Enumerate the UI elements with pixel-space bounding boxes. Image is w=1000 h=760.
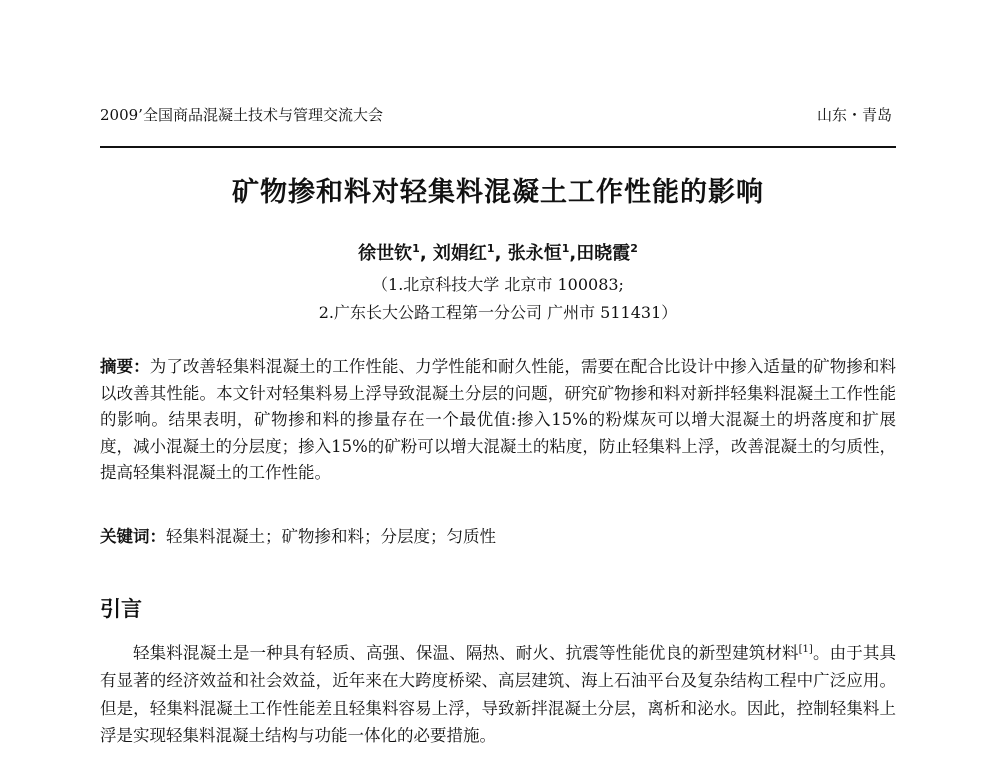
intro-text-2: 。由于其具有显著的经济效益和社会效益，近年来在大跨度桥梁、高层建筑、海上石油平台及复杂结构工程中广泛应用。但是，轻集料混凝土工作性能差且轻集料容易上浮，导致新拌混凝土分层，离析和泌水。因此，控制轻集料上浮是实现轻集料混凝土结构与功能一体化的必要措施。 [100, 643, 896, 745]
section-heading-introduction: 引言 [100, 597, 142, 621]
paper-title: 矿物掺和料对轻集料混凝土工作性能的影响 [232, 177, 764, 208]
header-divider [100, 146, 896, 148]
author-separator: , [419, 243, 433, 264]
author-separator: , [494, 243, 508, 264]
affiliation-line-1: （1.北京科技大学 北京市 100083; [372, 275, 624, 294]
author-name: 刘娟红 [432, 243, 487, 264]
conference-location: 山东・青岛 [816, 106, 892, 124]
keywords-label: 关键词： [100, 527, 166, 546]
author-name: 张永恒 [507, 243, 562, 264]
author-affil-mark: 1 [561, 242, 570, 255]
intro-text-1: 轻集料混凝土是一种具有轻质、高强、保温、隔热、耐火、抗震等性能优良的新型建筑材料 [133, 643, 799, 663]
introduction-paragraph [100, 636, 896, 750]
author-affil-mark: 1 [486, 242, 495, 255]
conference-name: 2009’全国商品混凝土技术与管理交流大会 [100, 106, 383, 124]
author-separator: , [569, 243, 577, 264]
abstract [100, 354, 896, 487]
affiliation-line-2: 2.广东长大公路工程第一分公司 广州市 511431） [318, 303, 678, 322]
author-affil-mark: 2 [630, 242, 638, 255]
citation-ref[interactable]: [1] [798, 644, 813, 655]
author-affil-mark: 1 [412, 242, 420, 255]
author-list [100, 239, 896, 265]
abstract-text: 为了改善轻集料混凝土的工作性能、力学性能和耐久性能，需要在配合比设计中掺入适量的矿物掺和料以改善其性能。本文针对轻集料易上浮导致混凝土分层的问题，研究矿物掺和料对新拌轻集料混凝土工作性能的影响。结果表明，矿物掺和料的掺量存在一个最优值:掺入15%的粉煤灰可以增大混凝土的坍落度和扩展度，减小混凝土的分层度；掺入15%的矿粉可以增大混凝土的粘度，防止轻集料上浮，改善混凝土的匀质性，提高轻集料混凝土的工作性能。 [100, 357, 897, 482]
running-header [100, 104, 892, 125]
author-name: 田晓霞 [576, 243, 631, 264]
author-name: 徐世钦 [358, 243, 413, 264]
keywords-text: 轻集料混凝土；矿物掺和料；分层度；匀质性 [166, 527, 496, 546]
keywords [100, 524, 896, 550]
abstract-label: 摘要： [100, 357, 150, 376]
